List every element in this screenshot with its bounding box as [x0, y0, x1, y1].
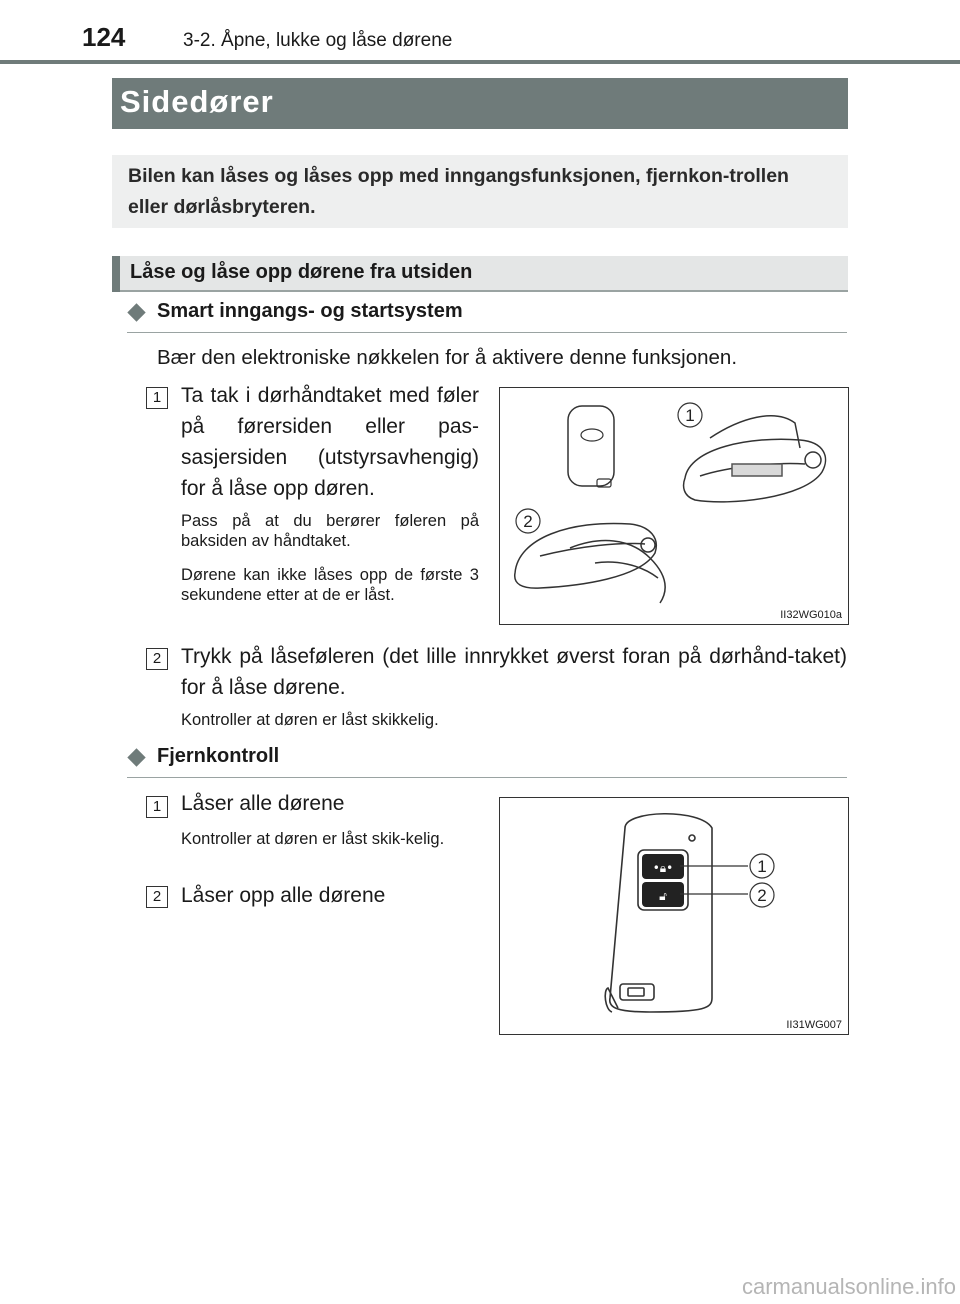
intro-box: [112, 155, 848, 228]
remote-heading-text: Fjernkontroll: [157, 745, 280, 767]
remote-key-figure: [499, 797, 849, 1035]
page-number: 124: [82, 22, 126, 52]
diamond-icon: [127, 303, 145, 321]
figure1-code: II32WG010a: [780, 609, 842, 621]
figure2-callout-2: 2: [757, 886, 767, 905]
remote-step1-text: Låser alle dørene: [181, 792, 345, 815]
smart-key-drawing: [568, 406, 614, 487]
remote-step-number-2: 2: [146, 886, 168, 908]
remote-step1-note: Kontroller at døren er låst skik-kelig.: [181, 830, 445, 848]
step2-note: Kontroller at døren er låst skikkelig.: [181, 711, 439, 729]
step1-text: Ta tak i dørhåndtaket med føler på førersiden eller pas-sasjersiden (utstyrsavhengig) for å låse opp døren.: [181, 384, 479, 500]
lower-handle-drawing: [515, 509, 665, 603]
step1-note-1: Pass på at du berører føleren på baksiden av håndtaket.: [181, 512, 479, 550]
figure2-callout-1: 1: [757, 857, 767, 876]
smart-entry-heading: [127, 298, 847, 333]
remote-step2-text: Låser opp alle dørene: [181, 884, 386, 907]
watermark: carmanualsonline.info: [741, 1274, 956, 1299]
subheading-band: [112, 256, 848, 292]
header-rule: [0, 60, 960, 64]
figure1-callout-2: 2: [523, 512, 533, 531]
remote-heading: [127, 743, 847, 778]
intro-text: Bilen kan låses og låses opp med inngangsfunksjonen, fjernkon-trollen eller dørlåsbryteren.: [128, 165, 789, 218]
door-handle-illustration: [500, 388, 848, 624]
smart-entry-heading-text: Smart inngangs- og startsystem: [157, 300, 463, 322]
figure1-callout-1: 1: [685, 406, 695, 425]
step-number-2: 2: [146, 648, 168, 670]
remote-step-number-1: 1: [146, 796, 168, 818]
remote-key-illustration: [500, 798, 848, 1034]
unlock-icon: 🔓︎: [659, 889, 667, 903]
section-title-band: [112, 78, 848, 129]
chapter-title: 3-2. Åpne, lukke og låse dørene: [183, 30, 453, 51]
step2-text: Trykk på låseføleren (det lille innrykket øverst foran på dørhånd-taket) for å låse dørene.: [181, 645, 847, 699]
diamond-icon: [127, 748, 145, 766]
step-number-1: 1: [146, 387, 168, 409]
lock-icon: •🔒︎•: [652, 861, 674, 875]
door-handle-figure: [499, 387, 849, 625]
upper-handle-drawing: [678, 403, 826, 502]
key-fob-drawing: [605, 814, 712, 1012]
smart-entry-lead: Bær den elektroniske nøkkelen for å aktivere denne funksjonen.: [157, 346, 738, 369]
subheading-accent: [112, 256, 120, 292]
subheading: Låse og låse opp dørene fra utsiden: [130, 261, 473, 283]
figure2-code: II31WG007: [786, 1019, 842, 1031]
step1-note-2: Dørene kan ikke låses opp de første 3 sekundene etter at de er låst.: [181, 566, 479, 604]
section-title: Sidedører: [120, 84, 274, 119]
